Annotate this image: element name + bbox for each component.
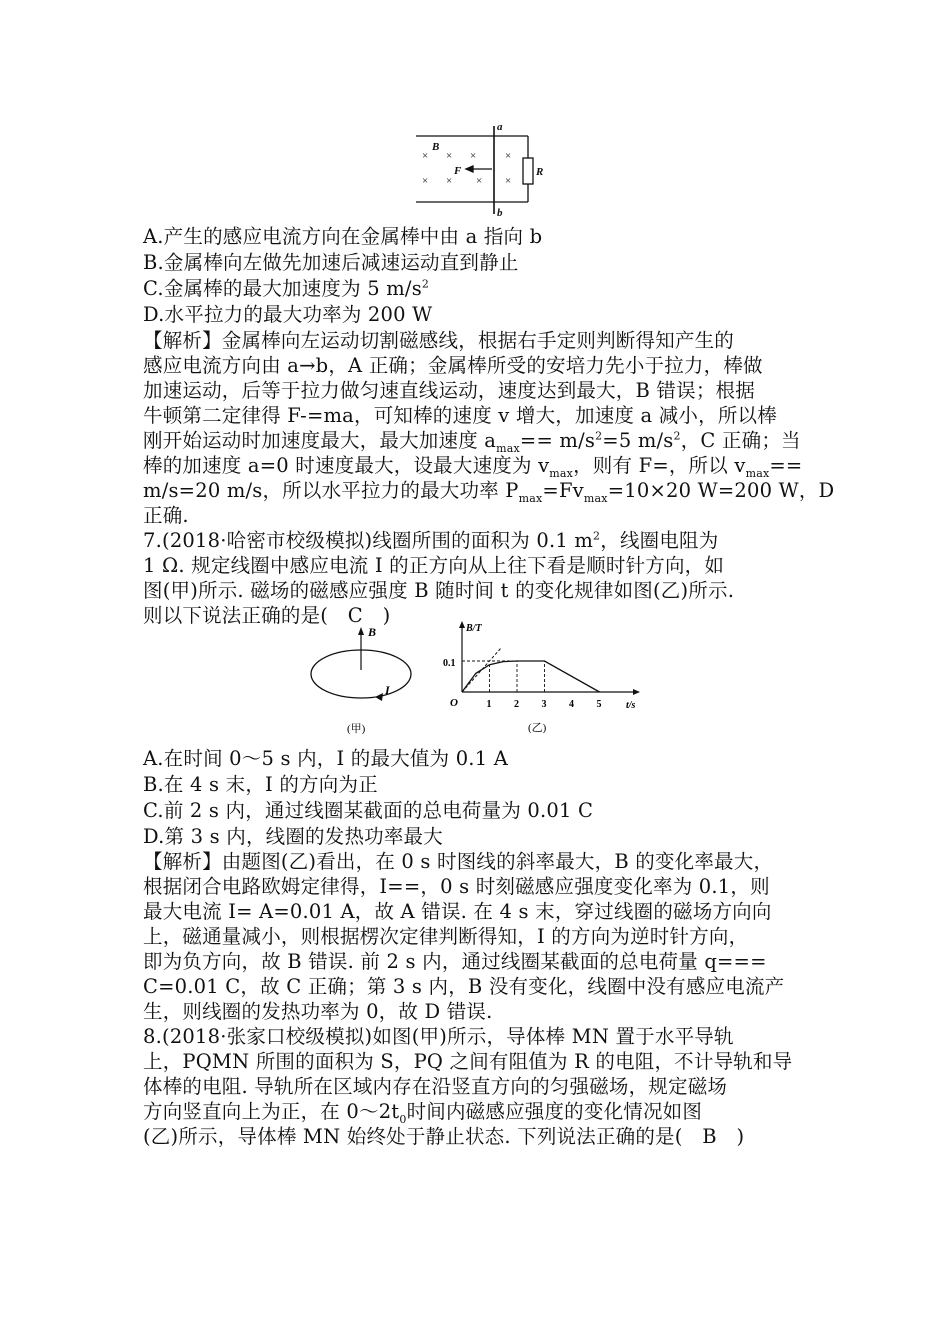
q6-option-a: A.产生的感应电流方向在金属棒中由 a 指向 b	[143, 225, 543, 248]
q8-stem-line: 8.(2018·张家口校级模拟)如图(甲)所示，导体棒 MN 置于水平导轨	[143, 1025, 734, 1048]
q6-analysis-line: 【解析】金属棒向左运动切割磁感线，根据右手定则判断得知产生的	[143, 329, 735, 352]
q7-stem-sup: 2	[593, 529, 601, 543]
q7-analysis-line: 生，则线圈的发热功率为 0，故 D 错误.	[143, 1000, 493, 1023]
q8-stem-sub: 0	[399, 1112, 407, 1126]
q7-analysis-line: 最大电流 I= A=0.01 A，故 A 错误. 在 4 s 末，穿过线圈的磁场方向向	[143, 900, 772, 923]
q7-option-a: A.在时间 0～5 s 内，I 的最大值为 0.1 A	[143, 747, 508, 770]
q7-stem-seg: 7.(2018·哈密市校级模拟)线圈所围的面积为 0.1 m	[143, 529, 594, 552]
field-cross: ×	[505, 150, 512, 162]
caption-yi: (乙)	[528, 722, 547, 734]
q7-analysis-line: 根据闭合电路欧姆定律得，I==，0 s 时刻磁感应强度变化率为 0.1，则	[143, 875, 770, 898]
q6-analysis-line: 感应电流方向由 a→b，A 正确；金属棒所受的安培力先小于拉力，棒做	[143, 354, 763, 377]
field-cross: ×	[470, 150, 477, 162]
series-b-curve	[462, 661, 600, 692]
q6-analysis-sub: max	[496, 441, 520, 455]
resistor-R	[523, 158, 533, 184]
x-axis-label: t/s	[626, 700, 636, 711]
label-F: F	[454, 165, 462, 177]
field-cross: ×	[446, 150, 453, 162]
q6-analysis-line	[143, 453, 802, 479]
origin-label: O	[450, 697, 458, 709]
y-tick-label: 0.1	[443, 658, 456, 669]
q8-stem-seg: 时间内磁感应强度的变化情况如图	[406, 1100, 703, 1123]
q6-analysis-seg: m/s=20 m/s，所以水平拉力的最大功率 P	[143, 479, 519, 502]
label-B: B	[432, 141, 440, 153]
q6-analysis-line: 加速运动，后等于拉力做匀速直线运动，速度达到最大，B 错误；根据	[143, 379, 755, 402]
x-axis-arrowhead	[633, 689, 640, 695]
x-tick-labels	[487, 699, 602, 710]
q6-analysis-sup: 2	[595, 429, 603, 443]
q7-stem-line: 图(甲)所示. 磁场的磁感应强度 B 随时间 t 的变化规律如图(乙)所示.	[143, 579, 735, 602]
q8-stem-line	[143, 1099, 702, 1125]
q7-stem-line: 1 Ω. 规定线圈中感应电流 I 的正方向从上往下看是顺时针方向，如	[143, 554, 725, 577]
q6-option-d: D.水平拉力的最大功率为 200 W	[143, 303, 433, 326]
q7-analysis-line: 【解析】由题图(乙)看出，在 0 s 时图线的斜率最大，B 的变化率最大，	[143, 850, 774, 873]
field-cross: ×	[446, 175, 453, 187]
current-I-arrowhead	[375, 693, 383, 701]
q8-stem-line: 体棒的电阻. 导轨所在区域内存在沿竖直方向的匀强磁场，规定磁场	[143, 1075, 728, 1098]
q6-analysis-sup: 2	[673, 429, 681, 443]
q6-option-c	[143, 276, 429, 302]
q7-option-d: D.第 3 s 内，线圈的发热功率最大	[143, 825, 443, 848]
q6-analysis-sub: max	[549, 466, 574, 480]
y-axis-arrowhead	[459, 621, 465, 628]
q6-analysis-seg: ，C 正确；当	[680, 429, 801, 452]
q7-option-b: B.在 4 s 末，I 的方向为正	[143, 773, 378, 796]
guide-lines	[462, 661, 545, 692]
q6-analysis-sub: max	[745, 466, 770, 480]
force-arrowhead	[466, 166, 473, 172]
label-b: b	[497, 207, 503, 219]
label-I: I	[385, 683, 390, 697]
q6-analysis-seg: ，则有 F=，所以 v	[573, 454, 746, 477]
x-tick-2: 2	[514, 699, 519, 710]
q6-option-b: B.金属棒向左做先加速后减速运动直到静止	[143, 251, 519, 274]
field-B-arrowhead	[358, 627, 364, 635]
q6-option-c-sup: 2	[421, 277, 430, 291]
q6-analysis-line: 牛顿第二定律得 F-=ma，可知棒的速度 v 增大，加速度 a 减小，所以棒	[143, 404, 777, 427]
q7-option-c: C.前 2 s 内，通过线圈某截面的总电荷量为 0.01 C	[143, 799, 594, 822]
b-t-graph	[440, 618, 650, 742]
q6-analysis-line: 正确.	[143, 504, 189, 527]
q6-analysis-sub: max	[583, 491, 608, 505]
x-tick-3: 3	[541, 699, 547, 710]
q6-analysis-seg: 刚开始运动时加速度最大，最大加速度 a	[143, 429, 497, 452]
q8-stem-line: (乙)所示，导体棒 MN 始终处于静止状态. 下列说法正确的是( B )	[143, 1125, 745, 1148]
q8-stem-line: 上，PQMN 所围的面积为 S，PQ 之间有阻值为 R 的电阻，不计导轨和导	[143, 1050, 793, 1073]
q6-analysis-sub: max	[518, 491, 543, 505]
q6-analysis-seg: =10×20 W=200 W，D	[607, 479, 835, 502]
q6-analysis-line	[143, 478, 834, 504]
field-cross: ×	[422, 175, 429, 187]
q6-analysis-seg: 棒的加速度 a=0 时速度最大，设最大速度为 v	[143, 454, 550, 477]
field-cross: ×	[505, 175, 512, 187]
q6-option-c-text: C.金属棒的最大加速度为 5 m/s	[143, 277, 422, 300]
q7-stem-line: 则以下说法正确的是( C )	[143, 604, 391, 627]
q6-analysis-line	[143, 428, 801, 454]
field-cross: ×	[422, 150, 429, 162]
label-a: a	[497, 121, 503, 133]
q8-stem-seg: 方向竖直向上为正，在 0～2t	[143, 1100, 400, 1123]
rail-circuit-figure	[408, 120, 548, 220]
q6-analysis-seg: == m/s	[519, 429, 596, 452]
q7-analysis-line: 即为负方向，故 B 错误. 前 2 s 内，通过线圈某截面的总电荷量 q===	[143, 950, 767, 973]
x-tick-4: 4	[569, 699, 574, 710]
y-axis-label: B/T	[466, 623, 482, 634]
label-R: R	[536, 166, 544, 178]
q6-analysis-seg: =Fv	[542, 479, 584, 502]
coil-loop-figure	[305, 622, 420, 740]
caption-jia: (甲)	[347, 723, 366, 735]
q7-stem-line	[143, 528, 718, 554]
q6-analysis-seg: =5 m/s	[602, 429, 674, 452]
q7-stem-seg: ，线圈电阻为	[600, 529, 719, 552]
x-tick-1: 1	[486, 699, 492, 710]
q6-analysis-seg: ==	[769, 454, 803, 477]
q7-analysis-line: C=0.01 C，故 C 正确；第 3 s 内，B 没有变化，线圈中没有感应电流产	[143, 975, 785, 998]
x-tick-5: 5	[596, 699, 602, 710]
q7-analysis-line: 上，磁通量减小，则根据楞次定律判断得知，I 的方向为逆时针方向，	[143, 925, 749, 948]
field-cross: ×	[476, 175, 483, 187]
label-B: B	[368, 625, 377, 639]
